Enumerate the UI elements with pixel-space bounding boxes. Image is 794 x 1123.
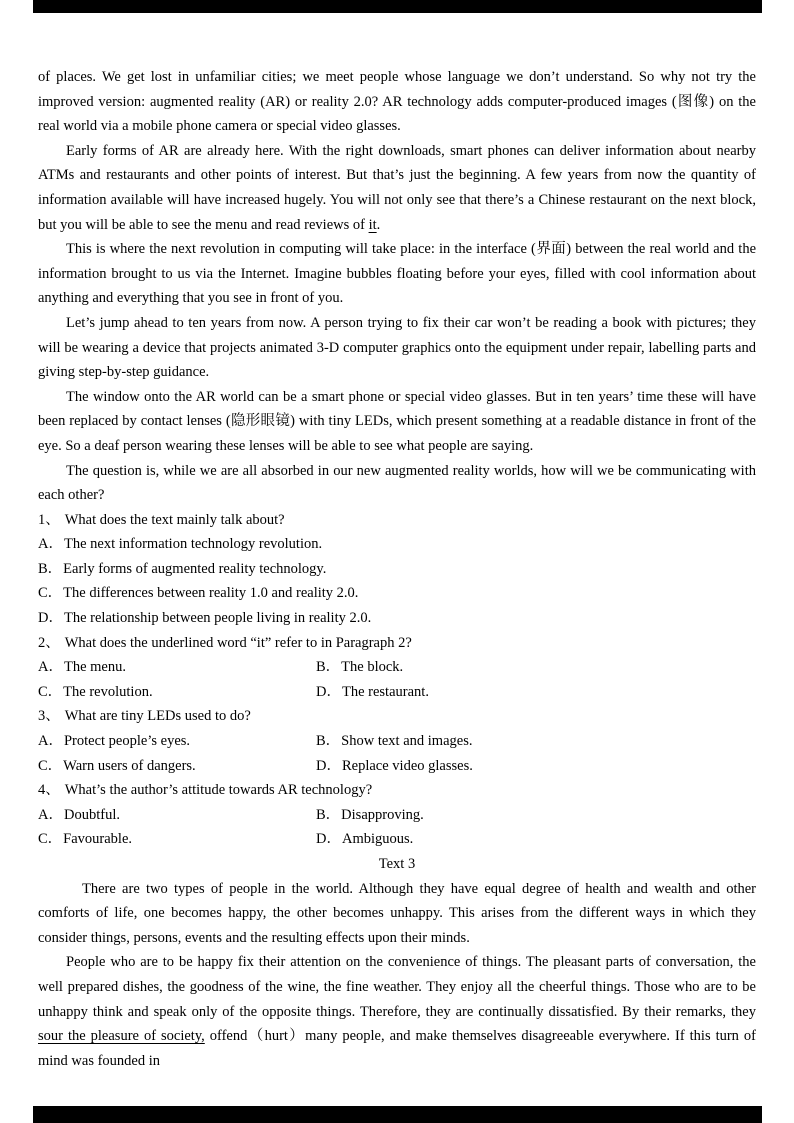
option-label: A． — [38, 733, 63, 750]
question-number: 2、 — [38, 634, 60, 651]
text-run: This is where the next revolution in computing will take place: in the interface (界面) between the real world and the information brought to us via the Internet. Imagine bubbles floating before your eyes, filled with cool information about anything and everything that you see in front of you. — [38, 241, 756, 307]
paragraph — [38, 237, 756, 311]
question-block — [38, 631, 756, 705]
question-text: What are tiny LEDs used to do? — [64, 708, 251, 725]
option-text: Disapproving. — [341, 806, 424, 823]
paragraph — [38, 65, 756, 139]
option-label: B． — [316, 659, 341, 676]
text-run: The window onto the AR world can be a smart phone or special video glasses. But in ten years’ time these will have been replaced by contact lenses (隐形眼镜) with tiny LEDs, which present something at a readable distance in front of the eye. So a deaf person wearing these lenses will be able to see what people are saying. — [38, 388, 756, 454]
option-text: Favourable. — [63, 831, 133, 848]
exam-document-content — [38, 65, 756, 1073]
option-B — [38, 557, 756, 582]
question-block — [38, 704, 756, 778]
option-text: The block. — [341, 659, 404, 676]
option-text: Protect people’s eyes. — [63, 733, 191, 750]
question-text: What’s the author’s attitude towards AR technology? — [64, 782, 373, 799]
option-C — [38, 827, 316, 852]
question-number: 1、 — [38, 511, 60, 528]
question-stem — [38, 631, 756, 656]
option-text: The revolution. — [63, 683, 153, 700]
option-text: Doubtful. — [63, 806, 120, 823]
option-label: C． — [38, 831, 63, 848]
option-text: Warn users of dangers. — [63, 757, 196, 774]
option-D — [316, 754, 756, 779]
previous-page-edge — [33, 0, 762, 13]
option-label: D． — [316, 757, 341, 774]
option-D — [38, 606, 756, 631]
question-number: 4、 — [38, 782, 60, 799]
question-stem — [38, 778, 756, 803]
option-label: D． — [316, 683, 341, 700]
text-run: Let’s jump ahead to ten years from now. A person trying to fix their car won’t be reading a book with pictures; they will be wearing a device that projects animated 3-D computer graphics onto the equipment under repair, labelling parts and giving step-by-step guidance. — [38, 314, 756, 381]
option-text: Ambiguous. — [341, 831, 414, 848]
option-D — [316, 827, 756, 852]
text-run: of places. We get lost in unfamiliar cities; we meet people whose language we don’t understand. So why not try the improved version: augmented reality (AR) or reality 2.0? AR technology adds computer-produced images (图像) on the real world via a mobile phone camera or special video glasses. — [38, 69, 756, 135]
text-run: The question is, while we are all absorbed in our new augmented reality worlds, how will we be communicating with each other? — [38, 462, 756, 504]
text-run: There are two types of people in the world. Although they have equal degree of health and wealth and other comforts of life, one becomes happy, the other becomes unhappy. This arises from the different ways in which they consider things, persons, events and the resulting effects upon their minds. — [38, 880, 756, 946]
next-page-edge — [33, 1106, 762, 1123]
option-label: B． — [38, 560, 63, 577]
paragraph — [38, 950, 756, 1073]
paragraph — [38, 877, 756, 951]
option-label: A． — [38, 806, 63, 823]
option-label: B． — [316, 733, 341, 750]
option-D — [316, 680, 756, 705]
option-label: C． — [38, 585, 63, 602]
question-stem — [38, 704, 756, 729]
option-text: The next information technology revolution. — [63, 536, 323, 553]
paragraph — [38, 311, 756, 385]
option-C — [38, 754, 316, 779]
underlined-phrase: sour the pleasure of society, — [38, 1028, 205, 1045]
options-list — [38, 655, 756, 704]
option-text: Show text and images. — [341, 733, 473, 750]
options-list — [38, 803, 756, 852]
option-label: D． — [316, 831, 341, 848]
option-A — [38, 803, 316, 828]
option-A — [38, 655, 316, 680]
text-run: People who are to be happy fix their attention on the convenience of things. The pleasant parts of conversation, the well prepared dishes, the goodness of the wine, the fine weather. They enjoy all the cheerful things. Those who are to be unhappy think and speak only of the opposite things. Therefore, they are continually dissatisfied. By their remarks, they — [38, 954, 756, 1020]
question-block — [38, 778, 756, 852]
underlined-phrase: it — [368, 216, 377, 233]
option-text: Replace video glasses. — [341, 757, 473, 774]
option-text: The relationship between people living in reality 2.0. — [63, 610, 372, 627]
text-run: . — [376, 216, 381, 233]
option-label: A． — [38, 659, 63, 676]
question-text: What does the underlined word “it” refer to in Paragraph 2? — [64, 634, 412, 651]
paragraph — [38, 459, 756, 508]
options-list — [38, 729, 756, 778]
option-label: A． — [38, 536, 63, 553]
option-text: The differences between reality 1.0 and reality 2.0. — [63, 585, 359, 602]
text-run: offend（hurt）many people, and make themselves disagreeable everywhere. If this turn of mind was founded in — [38, 1028, 756, 1069]
option-label: D． — [38, 610, 63, 627]
question-text: What does the text mainly talk about? — [64, 511, 285, 528]
option-A — [38, 729, 316, 754]
options-list — [38, 532, 756, 630]
option-C — [38, 680, 316, 705]
question-number: 3、 — [38, 708, 60, 725]
paragraph — [38, 385, 756, 459]
section-heading: Text 3 — [378, 856, 416, 872]
option-C — [38, 581, 756, 606]
question-stem — [38, 508, 756, 533]
option-text: Early forms of augmented reality technology. — [63, 560, 327, 577]
option-B — [316, 655, 756, 680]
text-run: Early forms of AR are already here. With the right downloads, smart phones can deliver information about nearby ATMs and restaurants and other points of interest. But that’s just the beginning. A few years from now the quantity of information available will have increased hugely. You will not only see that there’s a Chinese restaurant on the next block, but you will be able to see the menu and read reviews of — [38, 142, 756, 233]
option-B — [316, 803, 756, 828]
option-A — [38, 532, 756, 557]
option-label: B． — [316, 806, 341, 823]
option-text: The menu. — [63, 659, 126, 676]
paragraph — [38, 139, 756, 237]
question-block — [38, 508, 756, 631]
option-label: C． — [38, 757, 63, 774]
option-text: The restaurant. — [341, 683, 429, 700]
option-B — [316, 729, 756, 754]
option-label: C． — [38, 683, 63, 700]
